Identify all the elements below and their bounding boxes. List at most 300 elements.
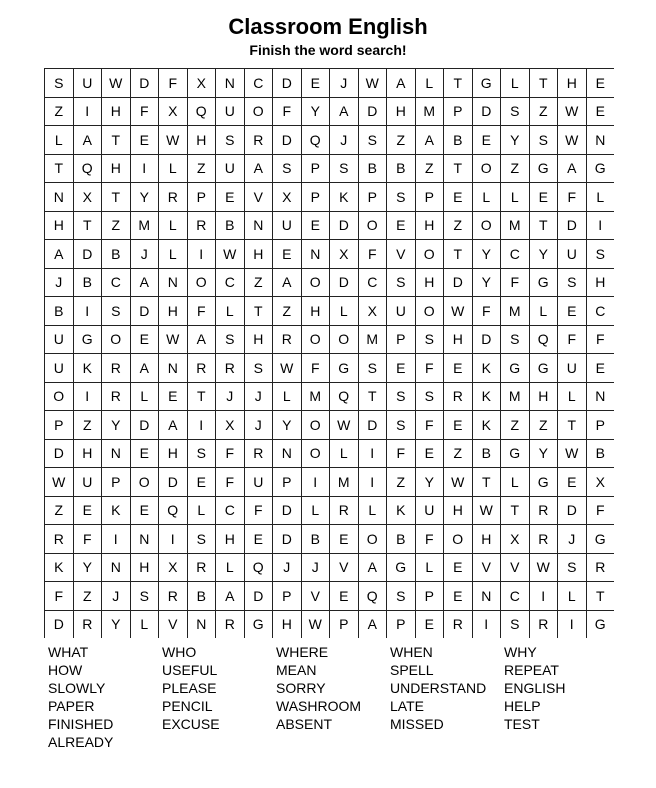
grid-cell[interactable]: T — [530, 69, 559, 98]
grid-cell[interactable]: Q — [245, 554, 274, 583]
grid-cell[interactable]: C — [102, 269, 131, 298]
grid-cell[interactable]: Q — [74, 155, 103, 184]
grid-cell[interactable]: V — [387, 240, 416, 269]
grid-cell[interactable]: W — [159, 326, 188, 355]
grid-cell[interactable]: S — [102, 297, 131, 326]
grid-cell[interactable]: I — [587, 212, 615, 241]
grid-cell[interactable]: H — [587, 269, 615, 298]
grid-cell[interactable]: L — [330, 297, 359, 326]
grid-cell[interactable]: U — [216, 98, 245, 127]
grid-cell[interactable]: L — [501, 468, 530, 497]
grid-cell[interactable]: N — [188, 611, 217, 639]
grid-cell[interactable]: Q — [302, 126, 331, 155]
grid-cell[interactable]: C — [501, 240, 530, 269]
grid-cell[interactable]: D — [558, 212, 587, 241]
grid-cell[interactable]: J — [131, 240, 160, 269]
grid-cell[interactable]: B — [302, 525, 331, 554]
grid-cell[interactable]: Z — [74, 411, 103, 440]
grid-cell[interactable]: U — [45, 326, 74, 355]
grid-cell[interactable]: S — [587, 240, 615, 269]
grid-cell[interactable]: F — [587, 497, 615, 526]
grid-cell[interactable]: X — [159, 98, 188, 127]
grid-cell[interactable]: I — [131, 155, 160, 184]
grid-cell[interactable]: S — [501, 326, 530, 355]
grid-cell[interactable]: L — [159, 155, 188, 184]
grid-cell[interactable]: K — [330, 183, 359, 212]
grid-cell[interactable]: D — [273, 126, 302, 155]
grid-cell[interactable]: P — [330, 611, 359, 639]
grid-cell[interactable]: H — [530, 383, 559, 412]
grid-cell[interactable]: H — [444, 497, 473, 526]
grid-cell[interactable]: Q — [188, 98, 217, 127]
grid-cell[interactable]: F — [216, 468, 245, 497]
grid-cell[interactable]: U — [74, 468, 103, 497]
grid-cell[interactable]: R — [188, 212, 217, 241]
grid-cell[interactable]: Q — [159, 497, 188, 526]
grid-cell[interactable]: R — [330, 497, 359, 526]
grid-cell[interactable]: S — [245, 354, 274, 383]
grid-cell[interactable]: H — [74, 440, 103, 469]
grid-cell[interactable]: F — [302, 354, 331, 383]
grid-cell[interactable]: Y — [416, 468, 445, 497]
grid-cell[interactable]: G — [530, 354, 559, 383]
grid-cell[interactable]: R — [102, 383, 131, 412]
grid-cell[interactable]: E — [558, 297, 587, 326]
grid-cell[interactable]: W — [444, 468, 473, 497]
grid-cell[interactable]: Z — [444, 212, 473, 241]
grid-cell[interactable]: B — [444, 126, 473, 155]
grid-cell[interactable]: Q — [359, 582, 388, 611]
grid-cell[interactable]: L — [159, 240, 188, 269]
grid-cell[interactable]: I — [359, 468, 388, 497]
grid-cell[interactable]: T — [587, 582, 615, 611]
grid-cell[interactable]: L — [359, 497, 388, 526]
grid-cell[interactable]: P — [444, 98, 473, 127]
grid-cell[interactable]: W — [473, 497, 502, 526]
grid-cell[interactable]: F — [587, 326, 615, 355]
grid-cell[interactable]: S — [273, 155, 302, 184]
grid-cell[interactable]: H — [245, 326, 274, 355]
grid-cell[interactable]: Z — [102, 212, 131, 241]
grid-cell[interactable]: I — [188, 411, 217, 440]
grid-cell[interactable]: K — [102, 497, 131, 526]
grid-cell[interactable]: Y — [473, 240, 502, 269]
grid-cell[interactable]: O — [302, 440, 331, 469]
grid-cell[interactable]: I — [530, 582, 559, 611]
grid-cell[interactable]: N — [102, 440, 131, 469]
grid-cell[interactable]: R — [216, 611, 245, 639]
grid-cell[interactable]: C — [216, 497, 245, 526]
grid-cell[interactable]: X — [330, 240, 359, 269]
grid-cell[interactable]: N — [473, 582, 502, 611]
grid-cell[interactable]: E — [444, 582, 473, 611]
grid-cell[interactable]: L — [416, 69, 445, 98]
grid-cell[interactable]: W — [558, 98, 587, 127]
grid-cell[interactable]: O — [45, 383, 74, 412]
grid-cell[interactable]: K — [473, 354, 502, 383]
grid-cell[interactable]: G — [245, 611, 274, 639]
grid-cell[interactable]: Z — [530, 411, 559, 440]
grid-cell[interactable]: R — [530, 497, 559, 526]
grid-cell[interactable]: V — [302, 582, 331, 611]
grid-cell[interactable]: D — [473, 326, 502, 355]
grid-cell[interactable]: J — [330, 126, 359, 155]
grid-cell[interactable]: T — [245, 297, 274, 326]
grid-cell[interactable]: N — [302, 240, 331, 269]
grid-cell[interactable]: Z — [45, 98, 74, 127]
grid-cell[interactable]: F — [45, 582, 74, 611]
grid-cell[interactable]: A — [159, 411, 188, 440]
grid-cell[interactable]: H — [387, 98, 416, 127]
grid-cell[interactable]: Y — [102, 611, 131, 639]
grid-cell[interactable]: D — [131, 297, 160, 326]
grid-cell[interactable]: C — [245, 69, 274, 98]
grid-cell[interactable]: O — [473, 212, 502, 241]
grid-cell[interactable]: W — [558, 440, 587, 469]
grid-cell[interactable]: A — [273, 269, 302, 298]
grid-cell[interactable]: R — [273, 326, 302, 355]
grid-cell[interactable]: V — [501, 554, 530, 583]
grid-cell[interactable]: H — [473, 525, 502, 554]
grid-cell[interactable]: G — [501, 440, 530, 469]
grid-cell[interactable]: E — [387, 354, 416, 383]
grid-cell[interactable]: E — [302, 69, 331, 98]
grid-cell[interactable]: E — [245, 525, 274, 554]
grid-cell[interactable]: L — [558, 582, 587, 611]
grid-cell[interactable]: F — [188, 297, 217, 326]
grid-cell[interactable]: T — [501, 497, 530, 526]
grid-cell[interactable]: H — [45, 212, 74, 241]
grid-cell[interactable]: W — [216, 240, 245, 269]
grid-cell[interactable]: C — [216, 269, 245, 298]
grid-cell[interactable]: Z — [188, 155, 217, 184]
grid-cell[interactable]: T — [102, 126, 131, 155]
grid-cell[interactable]: Q — [330, 383, 359, 412]
grid-cell[interactable]: L — [501, 69, 530, 98]
grid-cell[interactable]: B — [387, 155, 416, 184]
grid-cell[interactable]: R — [45, 525, 74, 554]
grid-cell[interactable]: D — [245, 582, 274, 611]
grid-cell[interactable]: Z — [416, 155, 445, 184]
grid-cell[interactable]: R — [530, 525, 559, 554]
grid-cell[interactable]: S — [131, 582, 160, 611]
grid-cell[interactable]: W — [45, 468, 74, 497]
grid-cell[interactable]: K — [473, 411, 502, 440]
grid-cell[interactable]: M — [501, 297, 530, 326]
grid-cell[interactable]: X — [216, 411, 245, 440]
grid-cell[interactable]: J — [45, 269, 74, 298]
grid-cell[interactable]: E — [131, 497, 160, 526]
grid-cell[interactable]: L — [530, 297, 559, 326]
grid-cell[interactable]: I — [473, 611, 502, 639]
grid-cell[interactable]: S — [530, 126, 559, 155]
grid-cell[interactable]: E — [131, 440, 160, 469]
grid-cell[interactable]: Z — [387, 126, 416, 155]
grid-cell[interactable]: E — [558, 468, 587, 497]
grid-cell[interactable]: F — [387, 440, 416, 469]
grid-cell[interactable]: S — [216, 126, 245, 155]
grid-cell[interactable]: F — [473, 297, 502, 326]
grid-cell[interactable]: A — [359, 611, 388, 639]
grid-cell[interactable]: S — [416, 326, 445, 355]
grid-cell[interactable]: J — [216, 383, 245, 412]
grid-cell[interactable]: O — [302, 326, 331, 355]
grid-cell[interactable]: G — [330, 354, 359, 383]
grid-cell[interactable]: O — [359, 525, 388, 554]
grid-cell[interactable]: E — [330, 525, 359, 554]
grid-cell[interactable]: R — [444, 383, 473, 412]
grid-cell[interactable]: A — [131, 269, 160, 298]
grid-cell[interactable]: D — [273, 525, 302, 554]
grid-cell[interactable]: L — [159, 212, 188, 241]
grid-cell[interactable]: N — [245, 212, 274, 241]
grid-cell[interactable]: E — [473, 126, 502, 155]
grid-cell[interactable]: R — [102, 354, 131, 383]
grid-cell[interactable]: F — [558, 326, 587, 355]
grid-cell[interactable]: S — [330, 155, 359, 184]
grid-cell[interactable]: G — [473, 69, 502, 98]
grid-cell[interactable]: T — [45, 155, 74, 184]
grid-cell[interactable]: G — [501, 354, 530, 383]
grid-cell[interactable]: K — [74, 354, 103, 383]
grid-cell[interactable]: A — [74, 126, 103, 155]
grid-cell[interactable]: E — [444, 183, 473, 212]
grid-cell[interactable]: H — [159, 297, 188, 326]
grid-cell[interactable]: J — [245, 383, 274, 412]
grid-cell[interactable]: G — [74, 326, 103, 355]
grid-cell[interactable]: P — [416, 582, 445, 611]
grid-cell[interactable]: F — [416, 525, 445, 554]
grid-cell[interactable]: H — [102, 98, 131, 127]
grid-cell[interactable]: G — [587, 611, 615, 639]
grid-cell[interactable]: O — [102, 326, 131, 355]
grid-cell[interactable]: J — [102, 582, 131, 611]
grid-cell[interactable]: R — [530, 611, 559, 639]
grid-cell[interactable]: N — [216, 69, 245, 98]
grid-cell[interactable]: A — [216, 582, 245, 611]
grid-cell[interactable]: V — [245, 183, 274, 212]
grid-cell[interactable]: Y — [273, 411, 302, 440]
grid-cell[interactable]: H — [416, 269, 445, 298]
grid-cell[interactable]: S — [387, 383, 416, 412]
grid-cell[interactable]: X — [501, 525, 530, 554]
grid-cell[interactable]: H — [102, 155, 131, 184]
grid-cell[interactable]: H — [273, 611, 302, 639]
grid-cell[interactable]: S — [558, 554, 587, 583]
grid-cell[interactable]: D — [444, 269, 473, 298]
grid-cell[interactable]: L — [558, 383, 587, 412]
grid-cell[interactable]: M — [501, 383, 530, 412]
grid-cell[interactable]: F — [245, 497, 274, 526]
grid-cell[interactable]: A — [45, 240, 74, 269]
grid-cell[interactable]: L — [416, 554, 445, 583]
grid-cell[interactable]: C — [501, 582, 530, 611]
grid-cell[interactable]: D — [159, 468, 188, 497]
grid-cell[interactable]: Y — [473, 269, 502, 298]
grid-cell[interactable]: G — [587, 155, 615, 184]
grid-cell[interactable]: W — [302, 611, 331, 639]
grid-cell[interactable]: L — [131, 383, 160, 412]
grid-cell[interactable]: E — [587, 98, 615, 127]
grid-cell[interactable]: O — [330, 326, 359, 355]
grid-cell[interactable]: D — [131, 411, 160, 440]
grid-cell[interactable]: Z — [273, 297, 302, 326]
grid-cell[interactable]: N — [587, 383, 615, 412]
grid-cell[interactable]: O — [131, 468, 160, 497]
grid-cell[interactable]: K — [45, 554, 74, 583]
grid-cell[interactable]: B — [359, 155, 388, 184]
grid-cell[interactable]: E — [131, 326, 160, 355]
grid-cell[interactable]: N — [102, 554, 131, 583]
grid-cell[interactable]: L — [216, 297, 245, 326]
grid-cell[interactable]: U — [558, 240, 587, 269]
grid-cell[interactable]: T — [444, 69, 473, 98]
grid-cell[interactable]: U — [74, 69, 103, 98]
grid-cell[interactable]: T — [74, 212, 103, 241]
grid-cell[interactable]: X — [159, 554, 188, 583]
grid-cell[interactable]: B — [45, 297, 74, 326]
grid-cell[interactable]: U — [216, 155, 245, 184]
grid-cell[interactable]: P — [359, 183, 388, 212]
grid-cell[interactable]: D — [330, 212, 359, 241]
grid-cell[interactable]: W — [273, 354, 302, 383]
grid-cell[interactable]: D — [273, 497, 302, 526]
grid-cell[interactable]: N — [587, 126, 615, 155]
grid-cell[interactable]: E — [159, 383, 188, 412]
grid-cell[interactable]: H — [131, 554, 160, 583]
grid-cell[interactable]: P — [387, 611, 416, 639]
grid-cell[interactable]: E — [530, 183, 559, 212]
grid-cell[interactable]: R — [159, 582, 188, 611]
grid-cell[interactable]: X — [188, 69, 217, 98]
grid-cell[interactable]: F — [131, 98, 160, 127]
grid-cell[interactable]: G — [530, 155, 559, 184]
grid-cell[interactable]: E — [302, 212, 331, 241]
grid-cell[interactable]: E — [330, 582, 359, 611]
grid-cell[interactable]: U — [273, 212, 302, 241]
grid-cell[interactable]: Z — [501, 411, 530, 440]
grid-cell[interactable]: P — [587, 411, 615, 440]
grid-cell[interactable]: E — [444, 411, 473, 440]
grid-cell[interactable]: D — [74, 240, 103, 269]
grid-cell[interactable]: S — [45, 69, 74, 98]
grid-cell[interactable]: P — [102, 468, 131, 497]
grid-cell[interactable]: U — [558, 354, 587, 383]
grid-cell[interactable]: D — [45, 611, 74, 639]
grid-cell[interactable]: K — [387, 497, 416, 526]
grid-cell[interactable]: E — [188, 468, 217, 497]
grid-cell[interactable]: N — [159, 269, 188, 298]
grid-cell[interactable]: D — [473, 98, 502, 127]
grid-cell[interactable]: R — [216, 354, 245, 383]
grid-cell[interactable]: R — [188, 354, 217, 383]
grid-cell[interactable]: V — [473, 554, 502, 583]
grid-cell[interactable]: I — [558, 611, 587, 639]
grid-cell[interactable]: S — [387, 183, 416, 212]
grid-cell[interactable]: T — [444, 240, 473, 269]
grid-cell[interactable]: I — [74, 383, 103, 412]
grid-cell[interactable]: P — [416, 183, 445, 212]
grid-cell[interactable]: I — [359, 440, 388, 469]
grid-cell[interactable]: D — [359, 411, 388, 440]
grid-cell[interactable]: A — [131, 354, 160, 383]
grid-cell[interactable]: J — [558, 525, 587, 554]
grid-cell[interactable]: B — [473, 440, 502, 469]
grid-cell[interactable]: O — [473, 155, 502, 184]
grid-cell[interactable]: D — [45, 440, 74, 469]
grid-cell[interactable]: L — [273, 383, 302, 412]
grid-cell[interactable]: O — [444, 525, 473, 554]
grid-cell[interactable]: W — [159, 126, 188, 155]
grid-cell[interactable]: A — [188, 326, 217, 355]
grid-cell[interactable]: H — [416, 212, 445, 241]
grid-cell[interactable]: A — [245, 155, 274, 184]
grid-cell[interactable]: V — [159, 611, 188, 639]
grid-cell[interactable]: A — [359, 554, 388, 583]
grid-cell[interactable]: J — [302, 554, 331, 583]
grid-cell[interactable]: X — [587, 468, 615, 497]
grid-cell[interactable]: Z — [387, 468, 416, 497]
grid-cell[interactable]: R — [245, 440, 274, 469]
grid-cell[interactable]: I — [302, 468, 331, 497]
grid-cell[interactable]: H — [216, 525, 245, 554]
grid-cell[interactable]: W — [558, 126, 587, 155]
grid-cell[interactable]: H — [159, 440, 188, 469]
grid-cell[interactable]: L — [188, 497, 217, 526]
grid-cell[interactable]: E — [416, 440, 445, 469]
grid-cell[interactable]: S — [501, 98, 530, 127]
grid-cell[interactable]: M — [359, 326, 388, 355]
grid-cell[interactable]: Y — [530, 240, 559, 269]
grid-cell[interactable]: Z — [74, 582, 103, 611]
grid-cell[interactable]: Y — [74, 554, 103, 583]
grid-cell[interactable]: L — [216, 554, 245, 583]
grid-cell[interactable]: U — [245, 468, 274, 497]
grid-cell[interactable]: E — [74, 497, 103, 526]
grid-cell[interactable]: M — [330, 468, 359, 497]
grid-cell[interactable]: W — [530, 554, 559, 583]
grid-cell[interactable]: I — [188, 240, 217, 269]
grid-cell[interactable]: B — [74, 269, 103, 298]
grid-cell[interactable]: A — [416, 126, 445, 155]
grid-cell[interactable]: V — [330, 554, 359, 583]
grid-cell[interactable]: B — [387, 525, 416, 554]
grid-cell[interactable]: I — [159, 525, 188, 554]
grid-cell[interactable]: D — [558, 497, 587, 526]
grid-cell[interactable]: E — [387, 212, 416, 241]
grid-cell[interactable]: F — [416, 354, 445, 383]
grid-cell[interactable]: Z — [245, 269, 274, 298]
grid-cell[interactable]: S — [188, 525, 217, 554]
grid-cell[interactable]: A — [330, 98, 359, 127]
grid-cell[interactable]: N — [273, 440, 302, 469]
grid-cell[interactable]: Y — [501, 126, 530, 155]
grid-cell[interactable]: B — [188, 582, 217, 611]
grid-cell[interactable]: Z — [444, 440, 473, 469]
grid-cell[interactable]: E — [131, 126, 160, 155]
grid-cell[interactable]: Y — [530, 440, 559, 469]
grid-cell[interactable]: M — [302, 383, 331, 412]
grid-cell[interactable]: Q — [530, 326, 559, 355]
grid-cell[interactable]: C — [359, 269, 388, 298]
grid-cell[interactable]: D — [273, 69, 302, 98]
grid-cell[interactable]: T — [359, 383, 388, 412]
grid-cell[interactable]: F — [216, 440, 245, 469]
grid-cell[interactable]: O — [302, 269, 331, 298]
grid-cell[interactable]: F — [501, 269, 530, 298]
grid-cell[interactable]: T — [102, 183, 131, 212]
grid-cell[interactable]: R — [587, 554, 615, 583]
